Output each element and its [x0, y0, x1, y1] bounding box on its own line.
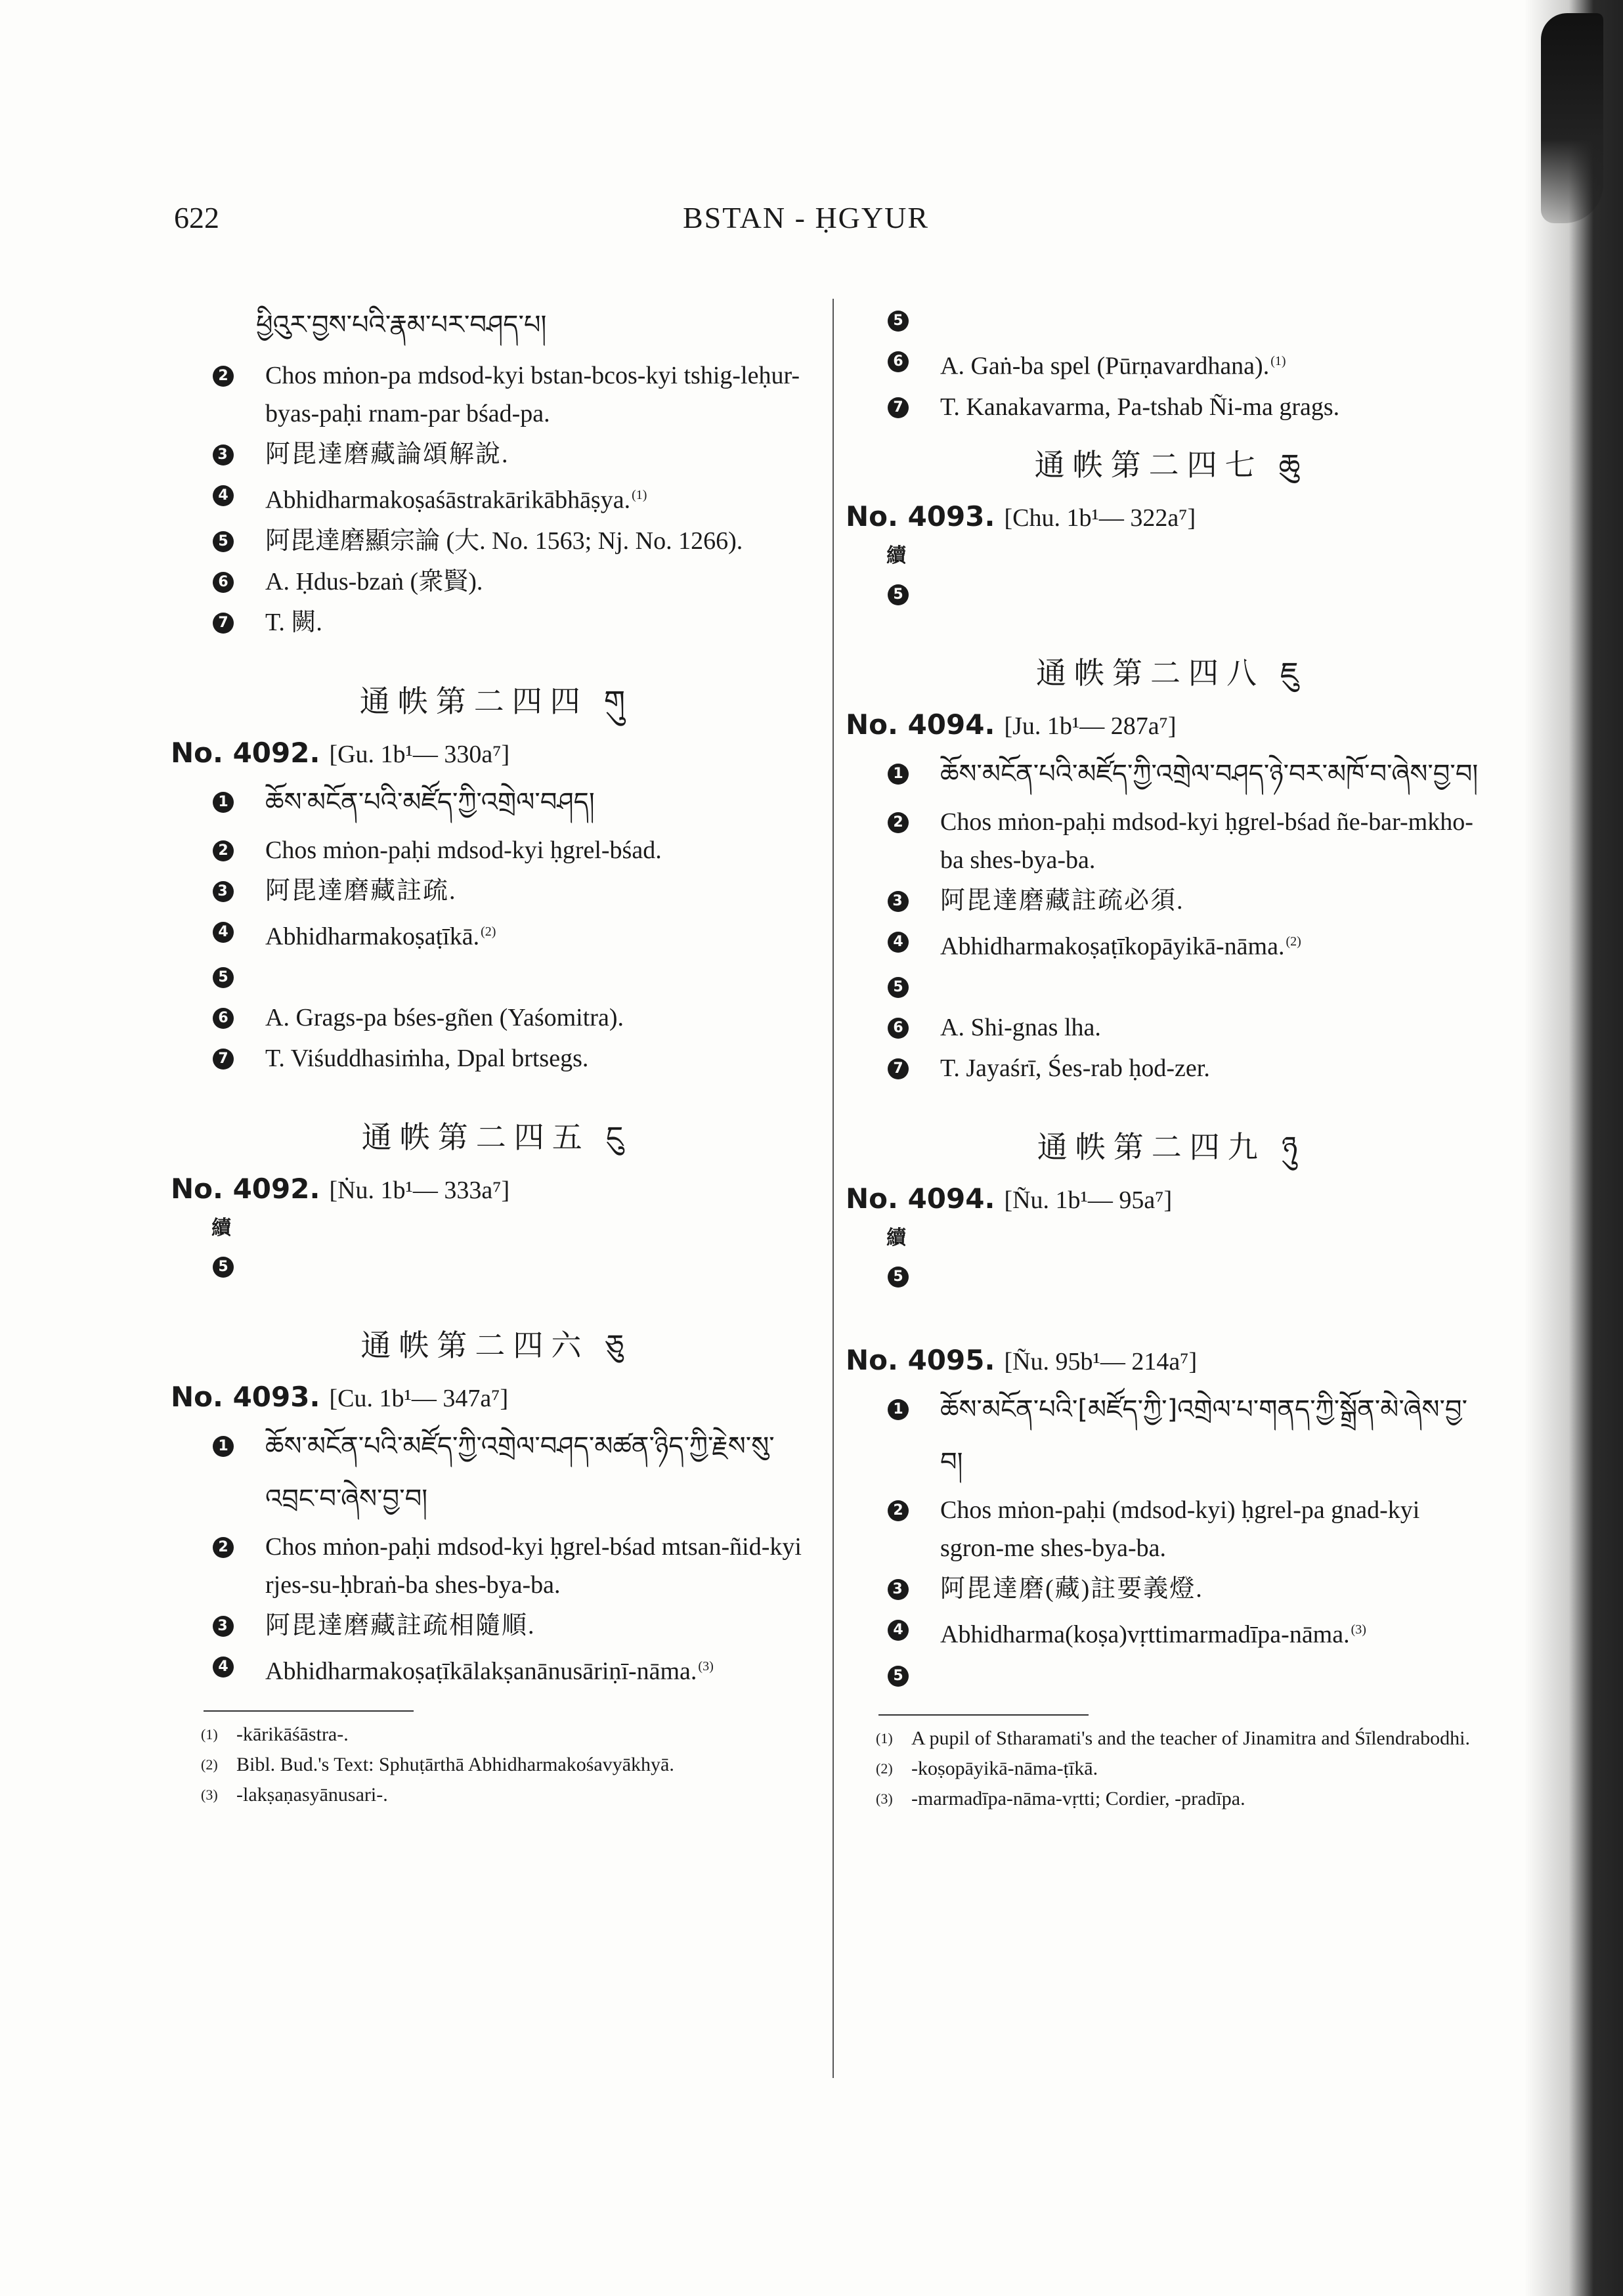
entry-3-chinese-title	[846, 882, 1489, 920]
entry-5-empty	[171, 958, 814, 996]
footnote-number: (3)	[201, 1786, 218, 1803]
folio-range: [Ṅu. 1b¹— 333a⁷]	[329, 1177, 510, 1205]
marker-2: 2	[213, 1537, 234, 1558]
entry-text	[265, 1253, 272, 1280]
entry-1-tibetan-title	[846, 748, 1489, 800]
entry-text: ཆོས་མངོན་པའི་མཛོད་ཀྱི་འགྲེལ་བཤད་ཉེ་བར་མཁོ་བ་ཞེས་བྱ་བ།	[940, 758, 1479, 789]
entry-2-transliteration	[171, 357, 814, 433]
footnote	[171, 1781, 814, 1809]
continued-mark: 續	[886, 1227, 906, 1249]
footnote	[846, 1785, 1489, 1813]
page-header	[0, 200, 1510, 246]
entry-text: ཆོས་མངོན་པའི་[མཛོད་ཀྱི་]འགྲེལ་པ་གནད་ཀྱི་སྒྲོན་མེ་ཞེས་བྱ་བ།	[940, 1395, 1467, 1478]
volume-title: 通帙第二四五	[361, 1121, 590, 1155]
section-gap	[846, 1298, 1489, 1337]
text-number: No. 4092.	[171, 736, 320, 769]
folio-range: [Chu. 1b¹— 322a⁷]	[1004, 504, 1196, 532]
text-number: No. 4094.	[846, 1182, 995, 1215]
text-number: No. 4095.	[846, 1344, 995, 1377]
marker-5: 5	[888, 311, 909, 332]
entry-text: Chos mṅon-paḥi mdsod-kyi ḥgrel-bśad ñe-bar-mkho-ba shes-bya-ba.	[940, 808, 1473, 874]
entry-text: A. Grags-pa bśes-gñen (Yaśomitra).	[265, 1004, 624, 1032]
entry-text	[940, 1662, 947, 1689]
text-number-line	[846, 706, 1489, 745]
entry-1-tibetan-title	[171, 776, 814, 829]
volume-title: 通帙第二四四	[359, 684, 588, 718]
entry-text: 阿毘達磨(藏)註要義燈.	[940, 1575, 1203, 1603]
text-number-line	[171, 734, 814, 773]
text-number: No. 4093.	[846, 500, 995, 532]
footnote	[171, 1721, 814, 1748]
volume-title: 通帙第二四七	[1034, 448, 1263, 482]
entry-text: Chos mṅon-paḥi (mdsod-kyi) ḥgrel-pa gnad-kyi sgron-me shes-bya-ba.	[940, 1496, 1420, 1563]
entry-6-author	[171, 563, 814, 601]
footnote-text: -lakṣaṇasyānusari-.	[236, 1783, 388, 1806]
footnote-ref: (3)	[698, 1659, 714, 1674]
footnote-number: (3)	[876, 1790, 893, 1807]
entry-6-author	[171, 999, 814, 1037]
marker-2: 2	[213, 366, 234, 387]
marker-3: 3	[213, 881, 234, 902]
footnote	[846, 1725, 1489, 1752]
entry-text: Abhidharmakoṣaśāstrakārikābhāṣya.	[265, 486, 631, 514]
folio-range: [Ju. 1b¹— 287a⁷]	[1004, 712, 1177, 740]
entry-7-translator	[846, 1049, 1489, 1087]
volume-title: 通帙第二四八	[1035, 656, 1265, 690]
marker-3: 3	[888, 891, 909, 912]
volume-title: 通帙第二四六	[360, 1329, 590, 1363]
entry-text: ཆོས་མངོན་པའི་མཛོད་ཀྱི་འགྲེལ་བཤད་མཚན་ཉིད་ཀྱི་རྗེས་སུ་འབྲང་བ་ཞེས་བྱ་བ།	[265, 1431, 775, 1515]
text-number: No. 4092.	[171, 1173, 320, 1205]
entry-4-sanskrit-title	[171, 476, 814, 519]
marker-5: 5	[213, 531, 234, 552]
entry-4-sanskrit-title	[846, 922, 1489, 966]
text-number-line	[846, 1341, 1489, 1381]
footnote-number: (1)	[201, 1725, 218, 1743]
entry-5-chinese-translation	[171, 522, 814, 560]
footnote-text: Bibl. Bud.'s Text: Sphuṭārthā Abhidharmakośavyākhyā.	[236, 1753, 674, 1775]
entry-5-empty	[846, 1257, 1489, 1295]
entry-1-tibetan-title	[171, 1420, 814, 1525]
entry-text: Chos mṅon-paḥi mdsod-kyi ḥgrel-bśad.	[265, 836, 662, 864]
footnote-number: (1)	[876, 1729, 893, 1746]
entry-text: T. 闕.	[265, 608, 322, 636]
entry-text: A. Gaṅ-ba spel (Pūrṇavardhana).	[940, 352, 1270, 380]
marker-3: 3	[888, 1579, 909, 1600]
footnote-rule	[878, 1714, 1089, 1716]
footnote-text: -kārikāśāstra-.	[236, 1723, 349, 1745]
folio-range: [Ñu. 1b¹— 95a⁷]	[1004, 1186, 1173, 1215]
marker-5: 5	[213, 1257, 234, 1278]
volume-heading	[846, 654, 1489, 693]
entry-7-translator	[171, 603, 814, 641]
marker-1: 1	[213, 1436, 234, 1457]
volume-heading	[171, 1326, 814, 1365]
marker-4: 4	[213, 485, 234, 506]
entry-text: Abhidharma(koṣa)vṛttimarmadīpa-nāma.	[940, 1620, 1350, 1649]
text-number: No. 4093.	[171, 1381, 320, 1414]
marker-4: 4	[213, 1657, 234, 1678]
volume-tibetan-letter: ཉུ	[1281, 1129, 1298, 1165]
entry-5-empty	[846, 1657, 1489, 1695]
folio-range: [Cu. 1b¹— 347a⁷]	[329, 1385, 509, 1413]
entry-text: 阿毘達磨藏註疏.	[265, 877, 457, 905]
entry-text	[940, 307, 947, 334]
page-edge-shadow	[1525, 0, 1623, 2296]
marker-6: 6	[888, 1018, 909, 1039]
footnote-number: (2)	[876, 1760, 893, 1777]
volume-heading	[171, 682, 814, 721]
marker-2: 2	[888, 812, 909, 833]
marker-5: 5	[888, 1666, 909, 1687]
continued-mark: 續	[886, 544, 906, 567]
marker-3: 3	[213, 444, 234, 466]
folio-range: [Ñu. 95b¹— 214a⁷]	[1004, 1348, 1198, 1376]
volume-tibetan-letter: ཅུ	[605, 1328, 624, 1364]
marker-7: 7	[213, 1049, 234, 1070]
entry-text: 阿毘達磨藏論頌解說.	[265, 441, 509, 468]
entry-text: 阿毘達磨顯宗論 (大. No. 1563; Nj. No. 1266).	[265, 527, 743, 555]
marker-2: 2	[888, 1500, 909, 1521]
footnote-text: -koṣopāyikā-nāma-ṭīkā.	[911, 1757, 1098, 1779]
volume-tibetan-letter: གུ	[603, 683, 626, 719]
entry-7-translator	[846, 388, 1489, 426]
left-column	[171, 299, 814, 1811]
entry-text: T. Kanakavarma, Pa-tshab Ñi-ma grags.	[940, 393, 1340, 421]
volume-tibetan-letter: ཇུ	[1280, 655, 1299, 691]
marker-2: 2	[213, 840, 234, 861]
text-number-line	[846, 498, 1489, 537]
entry-3-chinese-title	[846, 1570, 1489, 1608]
entry-1-tibetan-title	[846, 1383, 1489, 1488]
entry-2-transliteration	[846, 803, 1489, 879]
volume-heading	[171, 1118, 814, 1157]
marker-7: 7	[888, 397, 909, 418]
footnote-ref: (1)	[1270, 354, 1286, 368]
entry-text: 阿毘達磨藏註疏相隨順.	[265, 1612, 536, 1640]
entry-3-chinese-title	[171, 872, 814, 910]
footnote-text: A pupil of Stharamati's and the teacher of Jinamitra and Śīlendrabodhi.	[911, 1727, 1471, 1749]
footnote-text: -marmadīpa-nāma-vṛtti; Cordier, -pradīpa.	[911, 1787, 1245, 1809]
entry-2-transliteration	[171, 831, 814, 869]
marker-6: 6	[213, 572, 234, 593]
entry-4-sanskrit-title	[171, 1647, 814, 1691]
marker-5: 5	[888, 584, 909, 605]
footnote	[171, 1751, 814, 1779]
volume-heading	[846, 446, 1489, 485]
folio-range: [Gu. 1b¹— 330a⁷]	[329, 740, 510, 768]
footnote-rule	[204, 1710, 414, 1712]
entry-text: A. Ḥdus-bzaṅ (衆賢).	[265, 567, 483, 596]
marker-7: 7	[213, 613, 234, 634]
text-number: No. 4094.	[846, 708, 995, 741]
continued-mark: 續	[211, 1217, 231, 1240]
running-title: BSTAN - ḤGYUR	[683, 201, 929, 234]
footnote-ref: (2)	[481, 924, 496, 939]
footnote	[846, 1755, 1489, 1783]
entry-2-transliteration	[171, 1528, 814, 1604]
marker-6: 6	[888, 351, 909, 372]
text-number-line	[846, 1180, 1489, 1219]
marker-3: 3	[213, 1616, 234, 1637]
entry-text: ཆོས་མངོན་པའི་མཛོད་ཀྱི་འགྲེལ་བཤད།	[265, 787, 595, 817]
entry-6-author	[846, 342, 1489, 385]
footnote-ref: (2)	[1286, 934, 1301, 949]
entry-2-transliteration	[846, 1491, 1489, 1567]
marker-7: 7	[888, 1058, 909, 1079]
entry-text: Chos mṅon-pa mdsod-kyi bstan-bcos-kyi tshig-leḥur-byas-paḥi rnam-par bśad-pa.	[265, 362, 800, 427]
marker-5: 5	[888, 977, 909, 998]
right-column	[846, 299, 1489, 1815]
entry-text: Chos mṅon-paḥi mdsod-kyi ḥgrel-bśad mtsan-ñid-kyi rjes-su-ḥbraṅ-ba shes-bya-ba.	[265, 1533, 802, 1599]
entry-text: T. Viśuddhasiṁha, Dpal brtsegs.	[265, 1045, 589, 1073]
tibetan-title-continued: ཕྱིའུར་བྱས་པའི་རྣམ་པར་བཤད་པ།	[256, 310, 547, 340]
volume-heading	[846, 1128, 1489, 1167]
footnote-ref: (1)	[632, 488, 647, 502]
entry-3-chinese-title	[171, 435, 814, 473]
entry-7-translator	[171, 1039, 814, 1077]
marker-5: 5	[888, 1267, 909, 1288]
entry-text: A. Shi-gnas lha.	[940, 1014, 1101, 1042]
text-number-line	[171, 1170, 814, 1209]
entry-text: Abhidharmakoṣaṭīkālakṣanānusāriṇī-nāma.	[265, 1657, 697, 1685]
entry-6-author	[846, 1008, 1489, 1047]
marker-1: 1	[888, 1399, 909, 1420]
marker-4: 4	[213, 922, 234, 943]
marker-4: 4	[888, 932, 909, 953]
entry-text	[940, 973, 947, 1001]
entry-5-empty	[846, 301, 1489, 339]
page-edge-stain	[1541, 13, 1603, 223]
marker-1: 1	[888, 764, 909, 785]
entry-text: Abhidharmakoṣaṭīkopāyikā-nāma.	[940, 932, 1285, 961]
footnote-number: (2)	[201, 1756, 218, 1773]
entry-3-chinese-title	[171, 1607, 814, 1645]
entry-4-sanskrit-title	[846, 1611, 1489, 1654]
marker-4: 4	[888, 1620, 909, 1641]
marker-6: 6	[213, 1008, 234, 1029]
entry-5-empty	[171, 1247, 814, 1286]
entry-text: T. Jayaśrī, Śes-rab ḥod-zer.	[940, 1054, 1210, 1083]
entry-text: 阿毘達磨藏註疏必須.	[940, 886, 1184, 915]
page-number: 622	[174, 201, 219, 234]
entry-5-empty	[846, 968, 1489, 1006]
entry-4-sanskrit-title	[171, 913, 814, 956]
footnote-ref: (3)	[1351, 1622, 1366, 1637]
entry-text: Abhidharmakoṣaṭīkā.	[265, 922, 480, 951]
entry-text	[265, 963, 272, 991]
volume-tibetan-letter: ངུ	[605, 1119, 624, 1156]
marker-1: 1	[213, 792, 234, 813]
entry-text	[940, 1263, 947, 1290]
volume-title: 通帙第二四九	[1037, 1131, 1266, 1165]
marker-5: 5	[213, 967, 234, 988]
volume-tibetan-letter: ཆུ	[1278, 446, 1301, 483]
text-number-line	[171, 1378, 814, 1418]
entry-text	[940, 580, 947, 608]
entry-5-empty	[846, 575, 1489, 613]
column-divider	[833, 299, 834, 2078]
